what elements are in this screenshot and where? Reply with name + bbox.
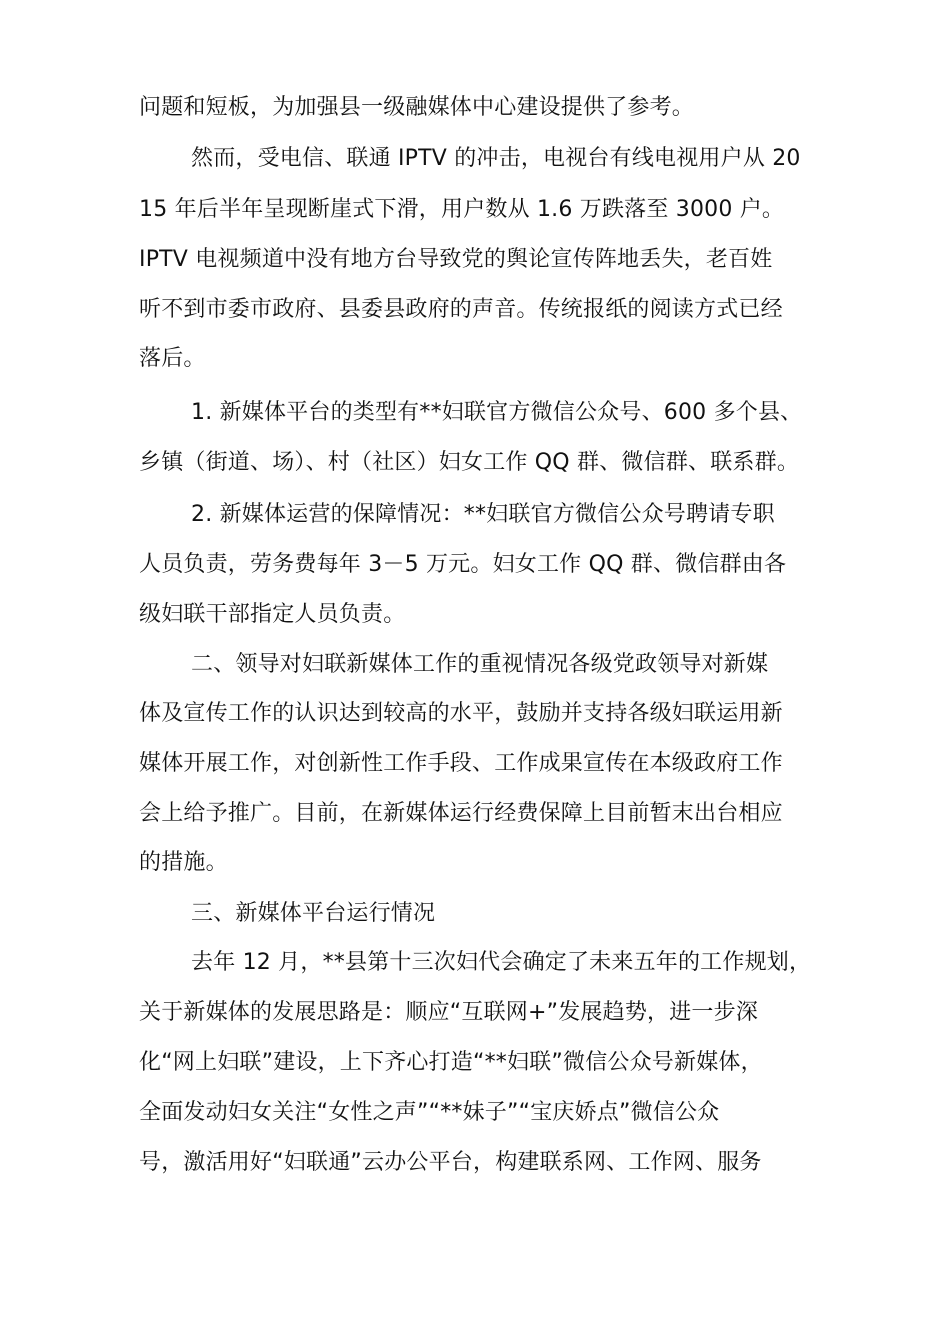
- text-line: 号，激活用好“妇联通”云办公平台，构建联系网、工作网、服务: [139, 1150, 762, 1175]
- text-line: 2. 新媒体运营的保障情况：**妇联官方微信公众号聘请专职: [191, 502, 775, 527]
- text-line: 化“网上妇联”建设，上下齐心打造“**妇联”微信公众号新媒体，: [139, 1050, 763, 1075]
- text-line: 听不到市委市政府、县委县政府的声音。传统报纸的阅读方式已经: [139, 297, 783, 322]
- text-line: 体及宣传工作的认识达到较高的水平，鼓励并支持各级妇联运用新: [139, 701, 783, 726]
- text-line: 去年 12 月，**县第十三次妇代会确定了未来五年的工作规划，: [191, 950, 812, 975]
- text-line: 人员负责，劳务费每年 3－5 万元。妇女工作 QQ 群、微信群由各: [139, 552, 787, 577]
- section-heading: 三、新媒体平台运行情况: [191, 901, 436, 926]
- text-line: 1. 新媒体平台的类型有**妇联官方微信公众号、600 多个县、: [191, 400, 803, 425]
- text-line: 的措施。: [139, 850, 228, 875]
- text-line: 然而，受电信、联通 IPTV 的冲击，电视台有线电视用户从 20: [191, 146, 801, 171]
- text-line: 落后。: [139, 346, 206, 371]
- text-line: 会上给予推广。目前，在新媒体运行经费保障上目前暂末出台相应: [139, 801, 783, 826]
- text-line: 全面发动妇女关注“女性之声”“**妹子”“宝庆娇点”微信公众: [139, 1100, 720, 1125]
- text-line: 媒体开展工作，对创新性工作手段、工作成果宣传在本级政府工作: [139, 751, 783, 776]
- text-line: 15 年后半年呈现断崖式下滑，用户数从 1.6 万跌落至 3000 户。: [139, 197, 785, 222]
- text-line: 二、领导对妇联新媒体工作的重视情况各级党政领导对新媒: [191, 652, 769, 677]
- text-line: 关于新媒体的发展思路是：顺应“互联网+”发展趋势，进一步深: [139, 1000, 759, 1025]
- text-line: 级妇联干部指定人员负责。: [139, 602, 406, 627]
- text-line: 乡镇（街道、场）、村（社区）妇女工作 QQ 群、微信群、联系群。: [139, 450, 800, 475]
- text-line: IPTV 电视频道中没有地方台导致党的舆论宣传阵地丢失，老百姓: [139, 247, 773, 272]
- text-line: 问题和短板，为加强县一级融媒体中心建设提供了参考。: [139, 95, 695, 120]
